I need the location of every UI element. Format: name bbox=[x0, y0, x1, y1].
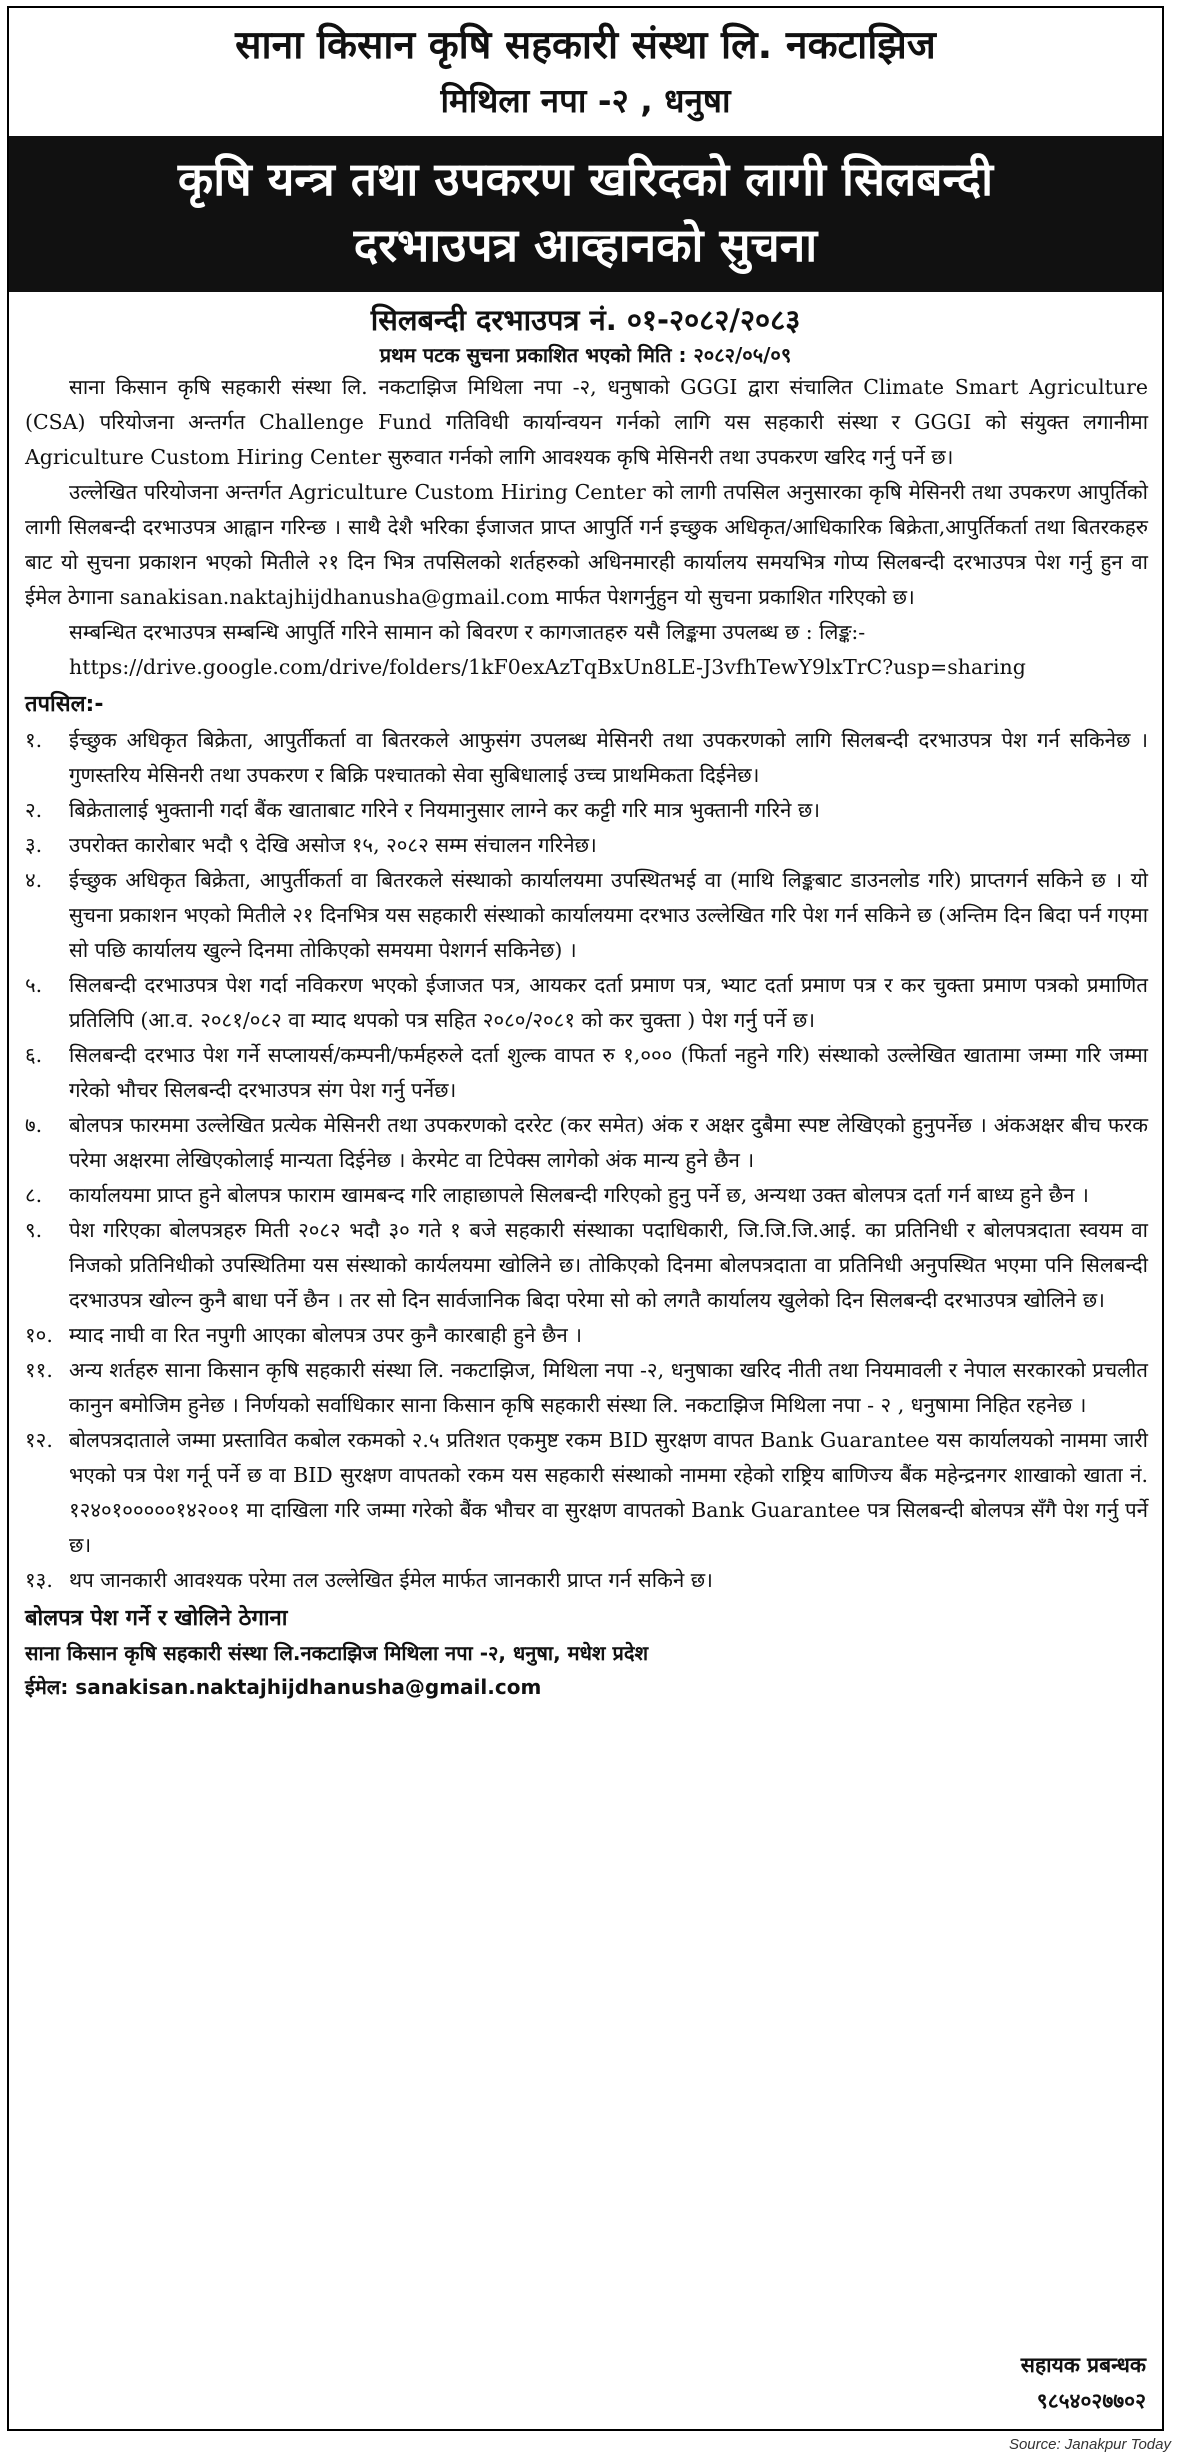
term-item bbox=[25, 863, 1148, 968]
terms-heading: तपसिल:- bbox=[25, 692, 104, 717]
intro-paragraph-3: सम्बन्धित दरभाउपत्र सम्बन्धि आपुर्ति गरिने सामान को बिवरण र कागजातहरु यसै लिङ्कमा उपलब्ध छ : लिङ्क:- bbox=[69, 620, 866, 644]
term-text: बोलपत्रदाताले जम्मा प्रस्तावित कबोल रकमको २.५ प्रतिशत एकमुष्ट रकम BID सुरक्षण वापत Bank Guarantee यस कार्यालयको नाममा जारी भएको पत्र पेश गर्नू पर्ने छ वा BID सुरक्षण वापतको रकम यस सहकारी संस्थाको नाममा रहेको राष्ट्रिय बाणिज्य बैंक महेन्द्रनगर शाखाको खाता नं. १२४०१०००००१४२००१ मा दाखिला गरि जम्मा गरेको बैंक भौचर वा सुरक्षण वापतको Bank Guarantee पत्र सिलबन्दी बोलपत्र सँगै पेश गर्नु पर्ने छ। bbox=[69, 1428, 1148, 1557]
term-number: १०. bbox=[25, 1323, 53, 1347]
term-number: ३. bbox=[25, 833, 43, 857]
term-item bbox=[25, 1423, 1148, 1563]
term-text: उपरोक्त कारोबार भदौ ९ देखि असोज १५, २०८२ सम्म संचालन गरिनेछ। bbox=[69, 833, 597, 857]
term-text: थप जानकारी आवश्यक परेमा तल उल्लेखित ईमेल मार्फत जानकारी प्राप्त गर्न सकिने छ। bbox=[69, 1568, 713, 1592]
intro-paragraph-2: उल्लेखित परियोजना अन्तर्गत Agriculture Custom Hiring Center को लागी तपसिल अनुसारका कृषि मेसिनरी तथा उपकरण आपुर्तिको लागी सिलबन्दी दरभाउपत्र आह्वान गरिन्छ । साथै देशै भरिका ईजाजत प्राप्त आपुर्ति गर्न इच्छुक अधिकृत/आधिकारिक बिक्रेता,आपुर्तिकर्ता तथा बितरकहरु बाट यो सुचना प्रकाशन भएको मितीले २१ दिन भित्र तपसिलको शर्तहरुको अधिनमारही कार्यालय समयभित्र गोप्य सिलबन्दी दरभाउपत्र पेश गर्नु हुन वा ईमेल ठेगाना sanakisan.naktajhijdhanusha@gmail.com मार्फत पेशगर्नुहुन यो सुचना प्रकाशित गरिएको छ। bbox=[25, 480, 1148, 609]
term-item bbox=[25, 1178, 1148, 1213]
term-item bbox=[25, 1213, 1148, 1318]
term-number: १३. bbox=[25, 1568, 53, 1592]
term-item bbox=[25, 723, 1148, 793]
term-item bbox=[25, 828, 1148, 863]
notice-body bbox=[9, 370, 1162, 1704]
term-item bbox=[25, 1318, 1148, 1353]
submission-address: साना किसान कृषि सहकारी संस्था लि.नकटाझिज मिथिला नपा -२, धनुषा, मधेश प्रदेश bbox=[25, 1641, 649, 1665]
source-credit: Source: Janakpur Today bbox=[1008, 2436, 1171, 2453]
term-text: ईच्छुक अधिकृत बिक्रेता, आपुर्तीकर्ता वा बितरकले आफुसंग उपलब्ध मेसिनरी तथा उपकरणको लागि सिलबन्दी दरभाउपत्र पेश गर्न सकिनेछ । गुणस्तरिय मेसिनरी तथा उपकरण र बिक्रि पश्चातको सेवा सुबिधालाई उच्च प्राथमिकता दिईनेछ। bbox=[69, 728, 1148, 787]
submission-address-heading: बोलपत्र पेश गर्ने र खोलिने ठेगाना bbox=[25, 1606, 288, 1631]
term-text: बोलपत्र फारममा उल्लेखित प्रत्येक मेसिनरी तथा उपकरणको दररेट (कर समेत) अंक र अक्षर दुबैमा स्पष्ट लेखिएको हुनुपर्नेछ । अंकअक्षर बीच फरक परेमा अक्षरमा लेखिएकोलाई मान्यता दिईनेछ । केरमेट वा टिपेक्स लागेको अंक मान्य हुने छैन । bbox=[69, 1113, 1148, 1172]
term-item bbox=[25, 1563, 1148, 1598]
signatory-title: सहायक प्रबन्धक bbox=[1020, 2353, 1146, 2377]
documents-link[interactable]: https://drive.google.com/drive/folders/1kF0exAzTqBxUn8LE-J3vfhTewY9lxTrC?usp=sharing bbox=[69, 655, 1026, 679]
term-text: सिलबन्दी दरभाउपत्र पेश गर्दा नविकरण भएको ईजाजत पत्र, आयकर दर्ता प्रमाण पत्र, भ्याट दर्ता प्रमाण पत्र र कर चुक्ता प्रमाण पत्रको प्रमाणित प्रतिलिपि (आ.व. २०८१/०८२ वा म्याद थपको पत्र सहित २०८०/२०८१ को कर चुक्ता ) पेश गर्नु पर्ने छ। bbox=[69, 973, 1148, 1032]
term-number: ५. bbox=[25, 973, 43, 997]
org-name: साना किसान कृषि सहकारी संस्था लि. नकटाझिज bbox=[235, 23, 936, 68]
banner-line-1: कृषि यन्त्र तथा उपकरण खरिदको लागी सिलबन्दी bbox=[177, 152, 994, 206]
banner-line-2: दरभाउपत्र आव्हानको सुचना bbox=[353, 218, 818, 272]
notice-frame bbox=[7, 6, 1164, 2431]
term-number: ४. bbox=[25, 868, 43, 892]
term-item bbox=[25, 793, 1148, 828]
term-text: म्याद नाघी वा रित नपुगी आएका बोलपत्र उपर कुनै कारबाही हुने छैन । bbox=[69, 1323, 583, 1347]
term-item bbox=[25, 968, 1148, 1038]
term-text: सिलबन्दी दरभाउ पेश गर्ने सप्लायर्स/कम्पनी/फर्महरुले दर्ता शुल्क वापत रु १,००० (फिर्ता नहुने गरि) संस्थाको उल्लेखित खातामा जम्मा गरि जम्मा गरेको भौचर सिलबन्दी दरभाउपत्र संग पेश गर्नु पर्नेछ। bbox=[69, 1043, 1148, 1102]
terms-list bbox=[25, 723, 1148, 1598]
notice-title-banner bbox=[9, 136, 1162, 292]
term-number: ११. bbox=[25, 1358, 53, 1382]
term-number: ७. bbox=[25, 1113, 43, 1137]
term-item bbox=[25, 1108, 1148, 1178]
signature-block bbox=[1021, 2347, 1146, 2419]
term-number: ६. bbox=[25, 1043, 43, 1067]
signatory-phone: ९८५४०२७७०२ bbox=[1036, 2389, 1146, 2413]
term-text: अन्य शर्तहरु साना किसान कृषि सहकारी संस्था लि. नकटाझिज, मिथिला नपा -२, धनुषाका खरिद नीती तथा नियमावली र नेपाल सरकारको प्रचलीत कानुन बमोजिम हुनेछ । निर्णयको सर्वाधिकार साना किसान कृषि सहकारी संस्था लि. नकटाझिज मिथिला नपा - २ , धनुषामा निहित रहनेछ । bbox=[69, 1358, 1148, 1417]
contact-email[interactable]: ईमेल: sanakisan.naktajhijdhanusha@gmail.com bbox=[25, 1675, 542, 1699]
term-text: पेश गरिएका बोलपत्रहरु मिती २०८२ भदौ ३० गते १ बजे सहकारी संस्थाका पदाधिकारी, जि.जि.जि.आई. का प्रतिनिधी र बोलपत्रदाता स्वयम वा निजको प्रतिनिधीको उपस्थितिमा यस संस्थाको कार्यलयमा खोलिने छ। तोकिएको दिनमा बोलपत्रदाता वा प्रतिनिधी अनुपस्थित भएमा पनि सिलबन्दी दरभाउपत्र खोल्न कुनै बाधा पर्ने छैन । तर सो दिन सार्वजानिक बिदा परेमा सो को लगतै कार्यालय खुलेको दिन सिलबन्दी दरभाउपत्र खोलिने छ। bbox=[69, 1218, 1148, 1312]
term-item bbox=[25, 1038, 1148, 1108]
term-text: ईच्छुक अधिकृत बिक्रेता, आपुर्तीकर्ता वा बितरकले संस्थाको कार्यालयमा उपस्थितभई वा (माथि लिङ्कबाट डाउनलोड गरि) प्राप्तगर्न सकिने छ । यो सुचना प्रकाशन भएको मितीले २१ दिनभित्र यस सहकारी संस्थाको कार्यालयमा दरभाउ उल्लेखित गरि पेश गर्न सकिने छ (अन्तिम दिन बिदा पर्न गएमा सो पछि कार्यालय खुल्ने दिनमा तोकिएको समयमा पेशगर्न सकिनेछ) । bbox=[69, 868, 1149, 962]
term-number: २. bbox=[25, 798, 43, 822]
term-number: १. bbox=[25, 728, 43, 752]
intro-paragraph-1: साना किसान कृषि सहकारी संस्था लि. नकटाझिज मिथिला नपा -२, धनुषाको GGGI द्वारा संचालित Climate Smart Agriculture (CSA) परियोजना अन्तर्गत Challenge Fund गतिविधी कार्यान्वयन गर्नको लागि यस सहकारी संस्था र GGGI को संयुक्त लगानीमा Agriculture Custom Hiring Center सुरुवात गर्नको लागि आवश्यक कृषि मेसिनरी तथा उपकरण खरिद गर्नु पर्ने छ। bbox=[25, 375, 1148, 469]
term-number: ९. bbox=[25, 1218, 43, 1242]
org-address: मिथिला नपा -२ , धनुषा bbox=[440, 81, 731, 120]
term-text: बिक्रेतालाई भुक्तानी गर्दा बैंक खाताबाट गरिने र नियमानुसार लाग्ने कर कट्टी गरि मात्र भुक्तानी गरिने छ। bbox=[69, 798, 821, 822]
publication-date: प्रथम पटक सुचना प्रकाशित भएको मिति : २०८२/०५/०९ bbox=[379, 343, 792, 367]
term-item bbox=[25, 1353, 1148, 1423]
term-text: कार्यालयमा प्राप्त हुने बोलपत्र फाराम खामबन्द गरि लाहाछापले सिलबन्दी गरिएको हुनु पर्ने छ, अन्यथा उक्त बोलपत्र दर्ता गर्न बाध्य हुने छैन । bbox=[69, 1183, 1089, 1207]
term-number: १२. bbox=[25, 1428, 53, 1452]
notice-number: सिलबन्दी दरभाउपत्र नं. ०१-२०८२/२०८३ bbox=[370, 303, 801, 337]
term-number: ८. bbox=[25, 1183, 43, 1207]
